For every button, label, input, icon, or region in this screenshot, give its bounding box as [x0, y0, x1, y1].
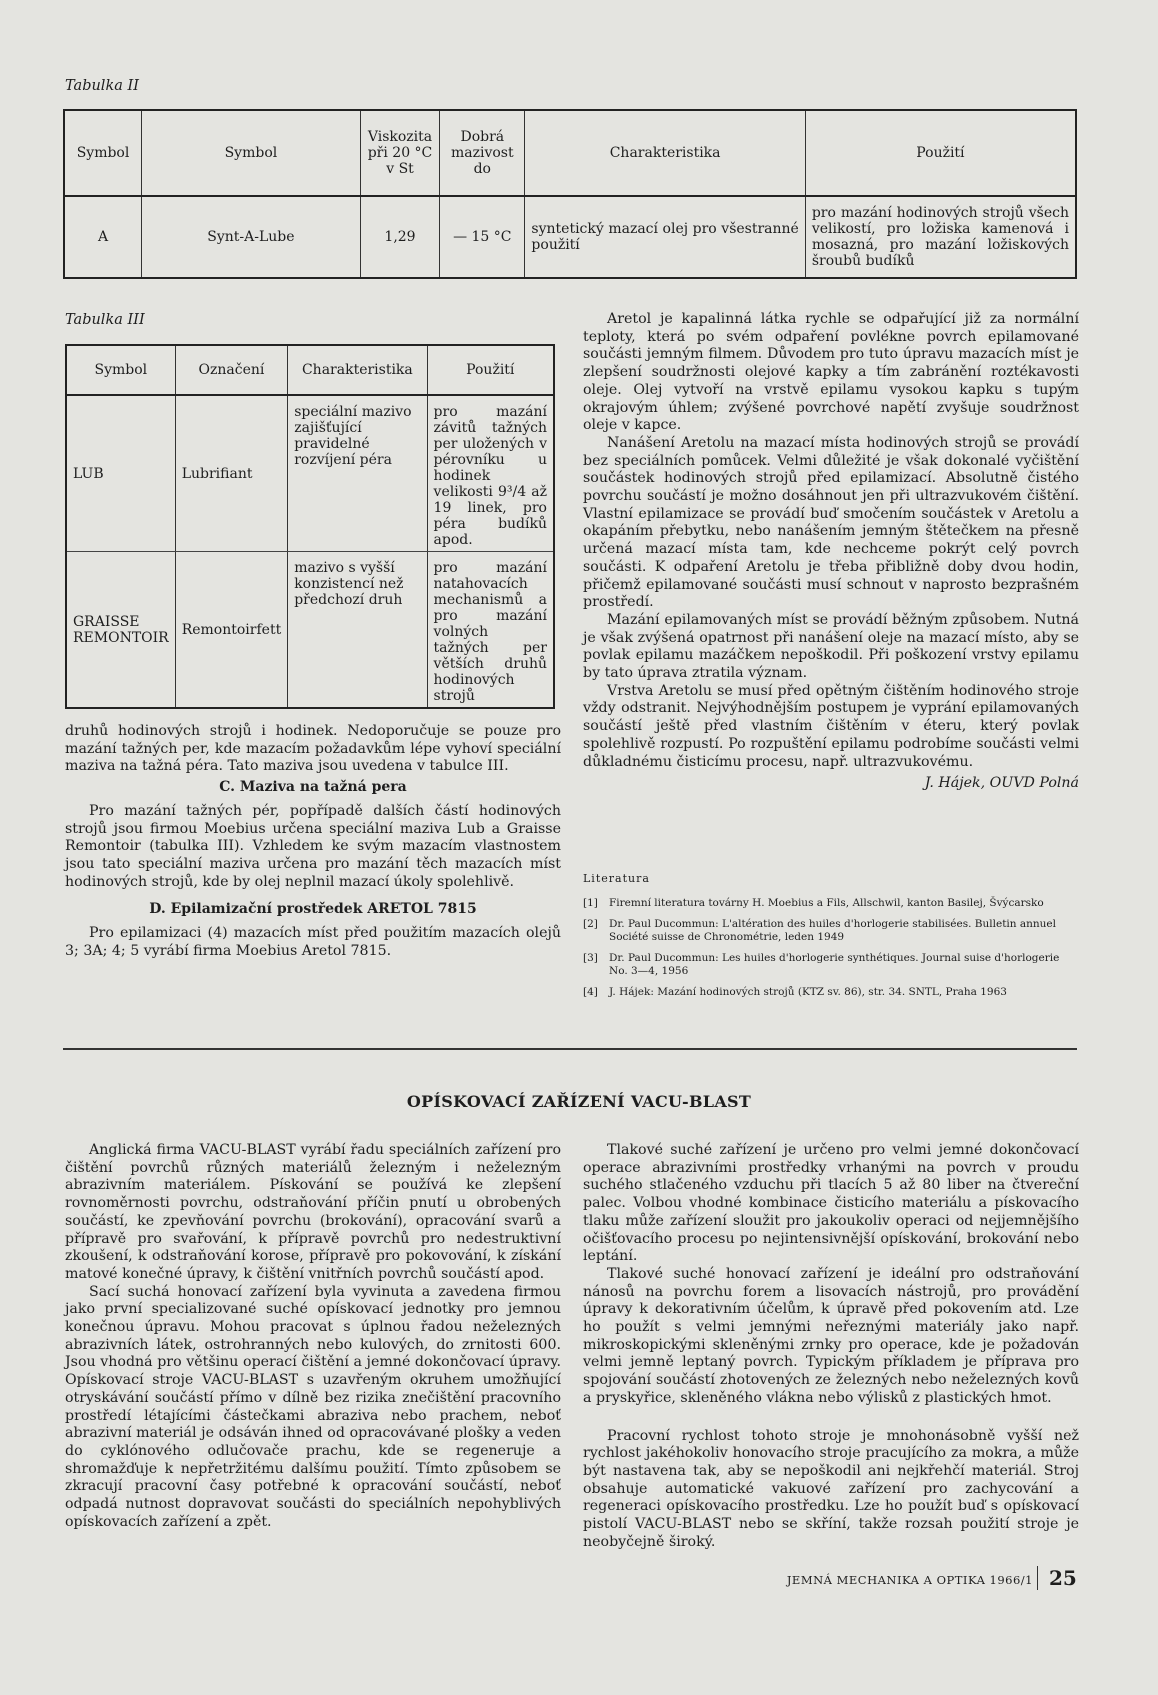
table2 [63, 109, 1077, 279]
paragraph: Sací suchá honovací zařízení byla vyvinuta a zavedena firmou jako první specializované suché opískovací jednotky pro jemnou konečnou úpravu. Mohou pracovat s úplnou řadou neželezných abrazivních látek, ostrohranných nebo kulových, do zrnitosti 600. Jsou vhodná pro většinu operací čištění a jemné dokončovací úpravy. Opískovací stroje VACU-BLAST s uzavřeným okruhem umožňující otryskávání součástí přímo v dílně bez rizika znečištění pracovního prostředí létajícími částečkami abraziva nebo prachem, neboť abrazivní materiál je odsáván ihned od opracovávané plošky a veden do cyklónového odlučovače prachu, kde se regeneruje a shromažďuje k nepřetržitému dalšímu použití. Tímto způsobem se zkracují pracovní časy potřebné k opracování součástí, neboť odpadá nutnost dopravovat součásti do speciálních nepohyblivých opískovacích zařízení a zpět. [65, 1283, 561, 1530]
paragraph: Aretol je kapalinná látka rychle se odpařující již za normální teploty, která po svém odpaření povlékne povrch epilamované součásti jemným filmem. Důvodem pro tuto úpravu mazacích míst je zlepšení soudržnosti olejové kapky a tím zabránění roztékavosti oleje. Olej vytvoří na vrstvě epilamu vysokou kapku s tupým okrajovým úhlem; zvýšené povrchové napětí zvyšuje soudržnost oleje v kapce. [583, 311, 1079, 434]
table3-cell: Remontoirfett [175, 552, 288, 709]
list-item [583, 918, 1077, 945]
divider [63, 1048, 1077, 1050]
page-number: 25 [1049, 1566, 1077, 1590]
table3-header-row [66, 345, 554, 395]
ref-text: Dr. Paul Ducommun: L'altération des huiles d'horlogerie stabilisées. Bulletin annuel Société suisse de Chronométrie, leden 1949 [609, 917, 1057, 943]
table3-cell: GRAISSE REMONTOIR [73, 613, 169, 646]
table2-header-cell: Dobrá mazivost do [440, 110, 525, 196]
table-row [66, 552, 554, 709]
table2-header-cell: Symbol [142, 110, 361, 196]
table3-cell: LUB [66, 395, 175, 552]
table2-header-cell: Viskozita při 20 °C v St [360, 110, 439, 196]
list-item [583, 986, 1077, 1000]
table3-cell: pro mazání závitů tažných per uložených v pérovníku u hodinek velikosti 9³/4 až 19 linek, pro péra budíků apod. [427, 395, 554, 552]
ref-text: Dr. Paul Ducommun: Les huiles d'horlogerie synthétiques. Journal suise d'horlogerie No. 3—4, 1956 [609, 951, 1060, 977]
paragraph: Pracovní rychlost tohoto stroje je mnohonásobně vyšší než rychlost jakéhokoliv honovacího stroje pracujícího za mokra, a může být nastavena tak, aby se nepoškodil ani nejkřehčí materiál. Stroj obsahuje automatické vakuové zařízení pro zachycování a regeneraci opískovacího prostředku. Lze ho použít buď s opískovací pistolí VACU-BLAST nebo se skříní, takže rozsah použití stroje je neobyčejně široký. [583, 1427, 1079, 1550]
table2-cell: 1,29 [360, 196, 439, 278]
table-row [64, 196, 1076, 278]
table2-cell: pro mazání hodinových strojů všech velikostí, pro ložiska kamenová i mosazná, pro mazání ložiskových šroubů budíků [805, 196, 1076, 278]
table2-cell: — 15 °C [440, 196, 525, 278]
author: J. Hájek, OUVD Polná [924, 775, 1079, 792]
table2-header-cell: Použití [805, 110, 1076, 196]
literature-list [583, 897, 1077, 1006]
table2-header-row [64, 110, 1076, 196]
table3-cell: speciální mazivo zajišťující pravidelné rozvíjení péra [288, 395, 427, 552]
table3-header-cell: Označení [175, 345, 288, 395]
ref-number: [1] [583, 897, 598, 909]
article2-right-column [583, 1142, 1079, 1551]
table2-header-cell: Symbol [64, 110, 142, 196]
table3-cell: mazivo s vyšší konzistencí než předchozí druh [288, 552, 427, 709]
article2-left-column [65, 1142, 561, 1531]
list-item [583, 897, 1077, 911]
paragraph: Mazání epilamovaných míst se provádí běžným způsobem. Nutná je však zvýšená opatrnost při nanášení oleje na mazací místo, aby se povlak epilamu mazáčkem nepoškodil. Při poškození vrstvy epilamu by tato úprava ztratila význam. [583, 611, 1079, 682]
table2-cell: syntetický mazací olej pro všestranné použití [525, 196, 805, 278]
ref-text: Firemní literatura továrny H. Moebius a Fils, Allschwil, kanton Basilej, Švýcarsko [609, 897, 1044, 909]
table2-caption: Tabulka II [65, 78, 139, 94]
footer-separator [1037, 1566, 1038, 1590]
table3-caption: Tabulka III [65, 312, 145, 328]
table3-header-cell: Použití [427, 345, 554, 395]
paragraph: Pro mazání tažných pér, popřípadě dalších částí hodinových strojů jsou firmou Moebius určena speciální maziva Lub a Graisse Remontoir (tabulka III). Vzhledem ke svým mazacím vlastnostem jsou tato speciální maziva určena pro mazání těch mazacích míst hodinových strojů, kde by olej neplnil mazací úkoly spolehlivě. [65, 802, 561, 890]
ref-text: J. Hájek: Mazání hodinových strojů (KTZ sv. 86), str. 34. SNTL, Praha 1963 [609, 985, 1007, 998]
table3-header-cell: Charakteristika [288, 345, 427, 395]
journal-name: JEMNÁ MECHANIKA A OPTIKA 1966/1 [786, 1573, 1033, 1587]
section-heading: D. Epilamizační prostředek ARETOL 7815 [149, 901, 477, 918]
left-column [65, 723, 561, 960]
literature-title: Literatura [583, 872, 650, 885]
table2-cell: A [97, 229, 109, 245]
paragraph: Anglická firma VACU-BLAST vyrábí řadu speciálních zařízení pro čištění povrchů různých materiálů železným i neželezným abrazivním materiálem. Pískování se používá ke zlepšení rovnoměrnosti povrchu, odstraňování příčin pnutí u obrobených součástí, ke zpevňování povrchu (brokování), opracování svarů a přípravě pro svařování, k přípravě povrchů pro nedestruktivní zkoušení, k odstraňování korose, přípravě pro pokovování, k získání matové konečné úpravy, k čištění vnitřních povrchů součástí apod. [65, 1142, 561, 1282]
table3-header-cell: Symbol [66, 345, 175, 395]
paragraph: Tlakové suché honovací zařízení je ideální pro odstraňování nánosů na povrchu forem a lisovacích nástrojů, pro provádění úpravy k dekorativním účelům, k úpravě před pokovením atd. Lze ho použít s velmi jemnými neřeznými materiály jako např. mikroskopickými skleněnými zrnky pro operace, kde je požadován velmi jemně leptaný povrch. Typickým příkladem je příprava pro spojování součástí zhotovených ze železných nebo neželezných kovů a pryskyřice, skleněného vlákna nebo výlisků z plastických hmot. [583, 1265, 1079, 1406]
ref-number: [2] [583, 917, 598, 930]
table3-cell: pro mazání natahovacích mechanismů a pro mazání volných tažných per větších druhů hodinových strojů [427, 552, 554, 709]
section-heading: C. Maziva na tažná pera [219, 779, 407, 796]
paragraph: Tlakové suché zařízení je určeno pro velmi jemné dokončovací operace abrazivními prostředky vrhanými na povrch v proudu suchého stlačeného vzduchu při tlacích 5 až 80 liber na čtvereční palec. Volbou vhodné kombinace čisticího materiálu a pískovacího tlaku může zařízení sloužit pro jakoukoliv operaci od nejjemnějšího očišťovacího procesu po nejintensivnější opískování, brokování nebo leptání. [583, 1142, 1079, 1265]
article-title: OPÍSKOVACÍ ZAŘÍZENÍ VACU-BLAST [406, 1092, 752, 1111]
right-column [583, 311, 1079, 793]
ref-number: [3] [583, 951, 598, 964]
table3-cell: Lubrifiant [175, 395, 288, 552]
list-item [583, 952, 1077, 979]
ref-number: [4] [583, 985, 598, 998]
table2-header-cell: Charakteristika [525, 110, 805, 196]
table3 [65, 344, 555, 709]
table2-cell: Synt-A-Lube [142, 196, 361, 278]
paragraph: Nanášení Aretolu na mazací místa hodinových strojů se provádí bez speciálních pomůcek. Velmi důležité je však dokonalé vyčištění součástek hodinových strojů před epilamizací. Absolutně čistého povrchu součástí je možno dosáhnout jen při ultrazvukovém čištění. Vlastní epilamizace se provádí buď smočením součástek v Aretolu a okapáním přebytku, nebo nanášením jemným štětečkem na přesně určená mazací místa tam, kde nechceme pokrýt celý povrch součásti. K odpaření Aretolu je třeba přibližně doby dvou hodin, přičemž epilamované součásti musí schnout v naprosto bezprašném prostředí. [583, 434, 1079, 611]
paragraph: druhů hodinových strojů i hodinek. Nedoporučuje se pouze pro mazání tažných per, kde mazacím požadavkům lépe vyhoví speciální maziva na tažná péra. Tato maziva jsou uvedena v tabulce III. [65, 723, 561, 775]
table-row [66, 395, 554, 552]
paragraph: Pro epilamizaci (4) mazacích míst před použitím mazacích olejů 3; 3A; 4; 5 vyrábí firma Moebius Aretol 7815. [65, 925, 561, 959]
paragraph: Vrstva Aretolu se musí před opětným čištěním hodinového stroje vždy odstranit. Nejvýhodnějším postupem je vyprání epilamovaných součástí ještě před vlastním čištěním v éteru, který povlak spolehlivě rozpustí. Po rozpuštění epilamu podrobíme součásti velmi důkladnému čisticímu procesu, např. ultrazvukovému. [583, 682, 1079, 770]
